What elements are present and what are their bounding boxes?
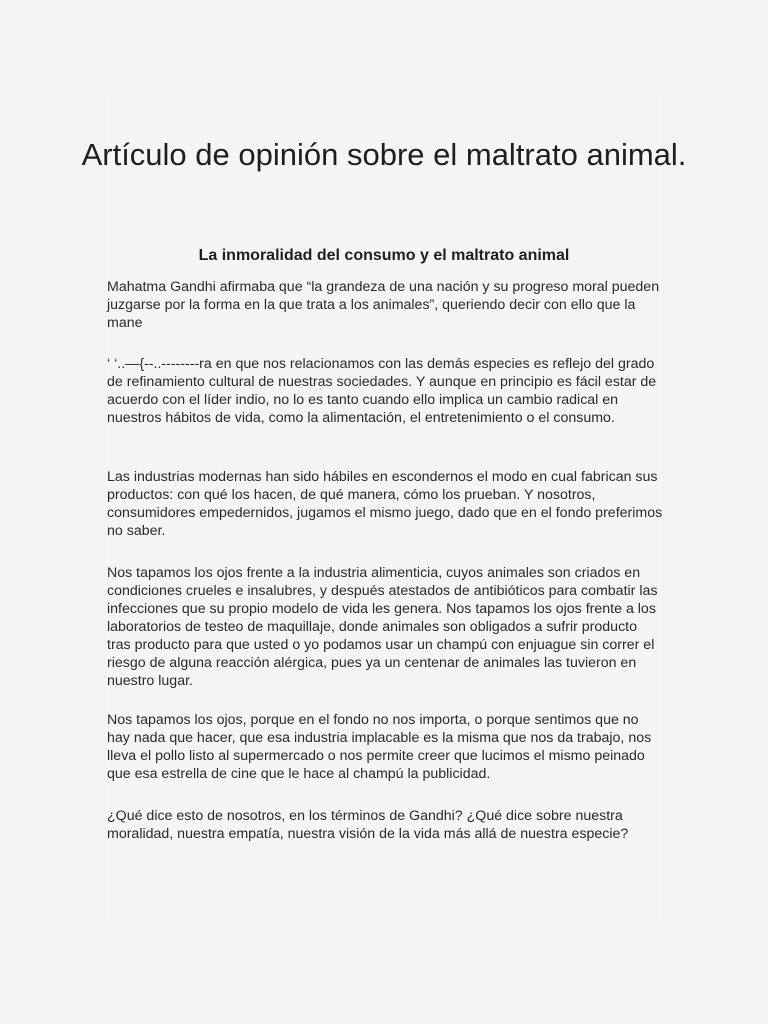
page-title: Artículo de opinión sobre el maltrato animal.	[81, 137, 687, 172]
paragraph-6: ¿Qué dice esto de nosotros, en los términos de Gandhi? ¿Qué dice sobre nuestra moralidad, nuestra empatía, nuestra visión de la vida más allá de nuestra especie?	[107, 808, 629, 842]
paragraph-4: Nos tapamos los ojos frente a la industria alimenticia, cuyos animales son criados en condiciones crueles e insalubres, y después atestados de antibióticos para combatir las infecciones que su propio modelo de vida les genera. Nos tapamos los ojos frente a los laboratorios de testeo de maquillaje, donde animales son obligados a sufrir producto tras producto para que usted o yo podamos usar un champú con enjuague sin correr el riesgo de alguna reacción alérgica, pues ya un centenar de animales las tuvieron en nuestro lugar.	[107, 565, 658, 689]
paragraph-1: Mahatma Gandhi afirmaba que “la grandeza de una nación y su progreso moral pueden juzgarse por la forma en la que trata a los animales”, queriendo decir con ello que la mane	[107, 279, 660, 331]
paragraph-3: Las industrias modernas han sido hábiles en escondernos el modo en cual fabrican sus productos: con qué los hacen, de qué manera, cómo los prueban. Y nosotros, consumidores empedernidos, jugamos el mismo juego, dado que en el fondo preferimos no saber.	[107, 469, 663, 539]
paragraph-5: Nos tapamos los ojos, porque en el fondo no nos importa, o porque sentimos que no hay nada que hacer, que esa industria implacable es la misma que nos da trabajo, nos lleva el pollo listo al supermercado o nos permite creer que lucimos el mismo peinado que esa estrella de cine que le hace al champú la publicidad.	[107, 712, 652, 782]
paragraph-2: ‘ ‘..—{--..--------ra en que nos relacionamos con las demás especies es reflejo del grado de refinamiento cultural de nuestras sociedades. Y aunque en principio es fácil estar de acuerdo con el líder indio, no lo es tanto cuando ello implica un cambio radical en nuestros hábitos de vida, como la alimentación, el entretenimiento o el consumo.	[107, 356, 657, 426]
article-subtitle: La inmoralidad del consumo y el maltrato animal	[198, 247, 570, 264]
